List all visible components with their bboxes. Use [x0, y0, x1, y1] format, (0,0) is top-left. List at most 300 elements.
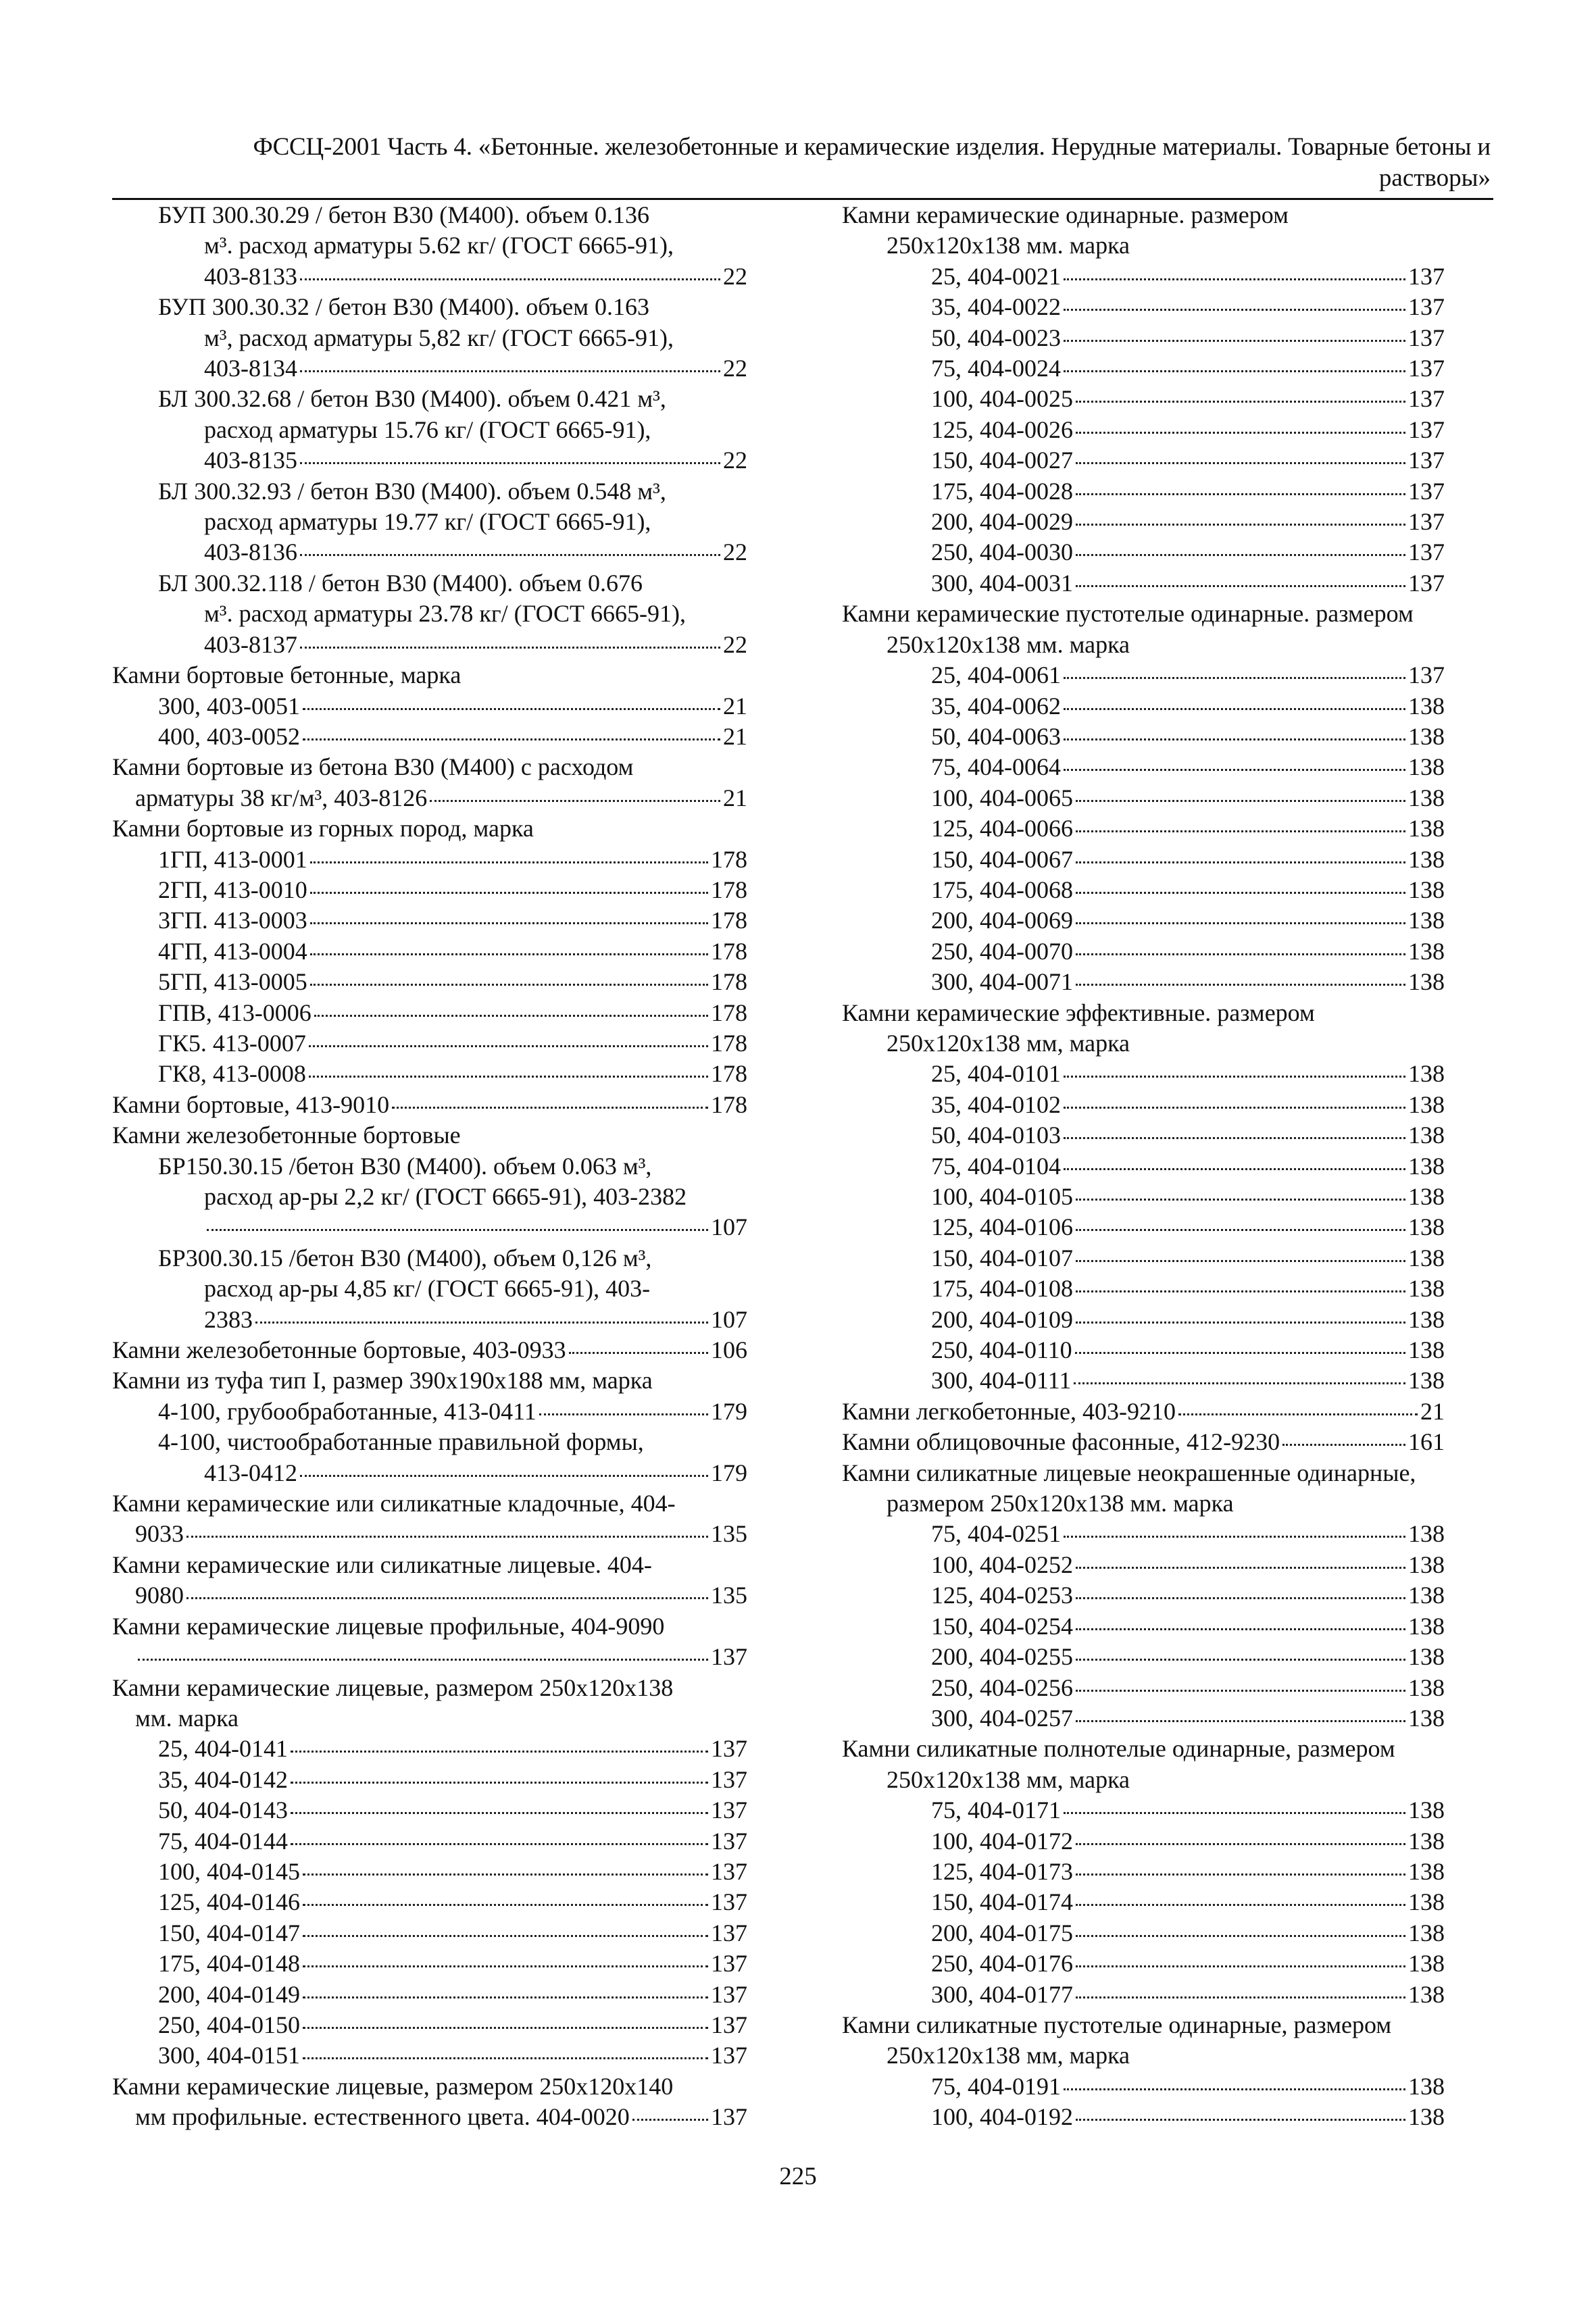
dot-leader [207, 1229, 708, 1231]
index-entry-text: Камни керамические или силикатные кладочные, 404- [112, 1490, 676, 1517]
index-entry-text: Камни керамические или силикатные лицевые. 404- [112, 1551, 652, 1578]
index-entry-text: Камни железобетонные бортовые, 403-0933 [112, 1336, 566, 1364]
index-entry-page: 138 [1408, 1520, 1445, 1548]
index-entry-page: 135 [711, 1582, 747, 1609]
running-header [112, 132, 1491, 194]
index-entry-page: 107 [711, 1213, 747, 1241]
dot-leader [1076, 401, 1405, 403]
index-entry [112, 1427, 747, 1457]
index-entry-page: 138 [1408, 937, 1445, 965]
index-entry-text: 75, 404-0104 [931, 1152, 1061, 1180]
index-entry-page: 138 [1408, 1122, 1445, 1149]
index-entry-page: 178 [711, 1060, 747, 1088]
index-entry [112, 1580, 747, 1611]
index-entry [842, 384, 1445, 414]
index-entry-page: 138 [1408, 1827, 1445, 1855]
index-entry-text: 100, 404-0105 [931, 1183, 1073, 1210]
index-entry-text: Камни бортовые из бетона В30 (М400) с расходом [112, 753, 634, 781]
index-entry-text: 100, 404-0172 [931, 1827, 1073, 1855]
index-entry [112, 230, 747, 261]
index-entry-page: 138 [1408, 1950, 1445, 1978]
index-entry [842, 752, 1445, 782]
index-entry [112, 261, 747, 292]
index-entry-page: 138 [1408, 1612, 1445, 1640]
dot-leader [186, 1597, 708, 1599]
dot-leader [309, 1076, 708, 1078]
index-entry [842, 1980, 1445, 2010]
dot-leader [1075, 1352, 1405, 1354]
index-entry [842, 2010, 1445, 2040]
index-entry [842, 1642, 1445, 1672]
index-entry [842, 292, 1445, 322]
index-entry-page: 137 [1408, 508, 1445, 536]
index-entry-text: 300, 404-0111 [931, 1367, 1072, 1394]
index-entry [842, 2071, 1445, 2102]
page-number: 225 [779, 2163, 817, 2190]
index-entry-text: 200, 404-0109 [931, 1305, 1073, 1333]
index-entry [112, 1458, 747, 1488]
index-entry-page: 138 [1408, 1704, 1445, 1732]
index-entry-page: 179 [711, 1459, 747, 1486]
dot-leader [303, 1935, 708, 1937]
index-entry-page: 137 [711, 2103, 747, 2131]
dot-leader [310, 892, 708, 894]
index-entry-page: 138 [1408, 1888, 1445, 1916]
dot-leader [1076, 830, 1405, 832]
dot-leader [1076, 1935, 1405, 1937]
dot-leader [314, 1015, 708, 1017]
index-entry-page: 178 [711, 907, 747, 934]
index-entry-page: 138 [1408, 907, 1445, 934]
dot-leader [186, 1536, 708, 1538]
index-entry-page: 21 [723, 692, 747, 720]
dot-leader [310, 861, 708, 863]
index-entry-text: 3ГП. 413-0003 [158, 907, 307, 934]
index-entry-text: 100, 404-0252 [931, 1551, 1073, 1578]
index-entry-text: 75, 404-0251 [931, 1520, 1061, 1548]
index-entry-text: 300, 403-0051 [158, 692, 300, 720]
index-entry [842, 660, 1445, 690]
index-entry-text: БЛ 300.32.68 / бетон В30 (М400). объем 0.421 м³, [158, 385, 666, 413]
index-entry-page: 137 [1408, 324, 1445, 351]
index-entry [112, 1550, 747, 1580]
index-entry [112, 599, 747, 629]
dot-leader [310, 984, 708, 986]
dot-leader [1064, 677, 1405, 679]
index-entry-text: ГК8, 413-0008 [158, 1060, 306, 1088]
index-entry-text: м³, расход арматуры 5,82 кг/ (ГОСТ 6665-91), [204, 324, 674, 351]
index-entry [112, 845, 747, 875]
index-entry-text: 50, 404-0103 [931, 1122, 1061, 1149]
index-entry [842, 200, 1445, 230]
index-entry [842, 1274, 1445, 1304]
index-entry-page: 21 [1420, 1397, 1445, 1425]
index-entry-text: Камни керамические пустотелые одинарные. размером [842, 600, 1414, 628]
index-entry-page: 137 [1408, 385, 1445, 413]
index-entry [112, 1918, 747, 1948]
index-entry [112, 1519, 747, 1549]
index-entry-text: 35, 404-0022 [931, 293, 1061, 321]
index-entry-page: 106 [711, 1336, 747, 1364]
index-entry-text: 75, 404-0144 [158, 1827, 288, 1855]
index-entry-page: 178 [711, 999, 747, 1026]
index-entry-text: 150, 404-0067 [931, 845, 1073, 873]
index-entry [112, 967, 747, 997]
dot-leader [303, 738, 720, 740]
index-entry-page: 137 [711, 1888, 747, 1916]
index-entry-text: 250, 404-0150 [158, 2011, 300, 2038]
index-entry-page: 138 [1408, 692, 1445, 720]
index-entry-text: 250, 404-0256 [931, 1674, 1073, 1701]
dot-leader [303, 1904, 708, 1906]
index-entry-page: 138 [1408, 1152, 1445, 1180]
index-entry-text: 35, 404-0062 [931, 692, 1061, 720]
index-entry-text: 250, 404-0070 [931, 937, 1073, 965]
index-entry-page: 21 [723, 722, 747, 750]
index-entry-text: 150, 404-0254 [931, 1612, 1073, 1640]
index-entry [842, 1519, 1445, 1549]
index-entry [842, 1580, 1445, 1611]
index-entry-page: 137 [711, 1857, 747, 1885]
dot-leader [300, 554, 720, 556]
index-entry [112, 292, 747, 322]
index-entry [842, 967, 1445, 997]
index-entry [842, 1734, 1445, 1764]
index-entry [112, 1365, 747, 1396]
index-entry-page: 137 [711, 1796, 747, 1824]
index-entry-text: Камни облицовочные фасонные, 412-9230 [842, 1428, 1280, 1456]
index-entry-text: 250x120x138 мм. марка [887, 232, 1130, 259]
index-entry [112, 415, 747, 445]
index-entry [842, 1857, 1445, 1887]
index-entry [842, 261, 1445, 292]
index-entry-page: 178 [711, 937, 747, 965]
index-entry-text: 300, 404-0151 [158, 2042, 300, 2069]
dot-leader [1076, 922, 1405, 924]
index-entry [842, 537, 1445, 568]
index-entry-text: 413-0412 [204, 1459, 297, 1486]
header-title-line1: ФССЦ-2001 Часть 4. «Бетонные. железобетонные и керамические изделия. Нерудные материалы. Товарные бетоны и [253, 133, 1491, 161]
index-entry-page: 137 [1408, 569, 1445, 597]
index-entry [112, 875, 747, 905]
index-entry-page: 135 [711, 1520, 747, 1548]
dot-leader [1178, 1413, 1418, 1415]
index-entry-page: 178 [711, 876, 747, 903]
dot-leader [1076, 554, 1405, 556]
index-entry [842, 568, 1445, 599]
index-entry-text: БУП 300.30.29 / бетон В30 (М400). объем 0.136 [158, 201, 650, 228]
index-entry-text: 200, 404-0029 [931, 508, 1073, 536]
index-entry-text: 100, 404-0065 [931, 784, 1073, 811]
index-entry [112, 1335, 747, 1365]
index-entry [112, 1734, 747, 1764]
header-title-line2: растворы» [1378, 164, 1491, 192]
dot-leader [303, 708, 720, 710]
index-entry-page: 138 [1408, 815, 1445, 842]
dot-leader [1064, 2088, 1405, 2090]
index-entry [112, 1274, 747, 1304]
index-entry-page: 138 [1408, 1643, 1445, 1671]
dot-leader [303, 2057, 708, 2059]
index-entry-text: БУП 300.30.32 / бетон В30 (М400). объем 0.163 [158, 293, 650, 321]
index-entry-text: 200, 404-0175 [931, 1919, 1073, 1946]
index-entry [112, 323, 747, 353]
index-entry [112, 1611, 747, 1642]
index-entry [112, 813, 747, 844]
dot-leader [1076, 1260, 1405, 1262]
index-entry [112, 1826, 747, 1857]
index-entry [112, 1765, 747, 1795]
dot-leader [1076, 1567, 1405, 1569]
index-entry-text: 25, 404-0101 [931, 1060, 1061, 1088]
dot-leader [303, 1965, 708, 1967]
index-entry-text: 25, 404-0061 [931, 661, 1061, 689]
dot-leader [300, 278, 720, 280]
index-entry [842, 230, 1445, 261]
dot-leader [1076, 2119, 1405, 2121]
dot-leader [1064, 1812, 1405, 1814]
dot-leader [632, 2119, 708, 2121]
index-entry [112, 1305, 747, 1335]
index-entry-text: 175, 404-0108 [931, 1275, 1073, 1303]
dot-leader [1076, 892, 1405, 894]
dot-leader [1076, 1996, 1405, 1998]
index-entry [112, 2071, 747, 2102]
index-entry-page: 178 [711, 845, 747, 873]
index-entry-text: 35, 404-0142 [158, 1765, 288, 1793]
index-entry-page: 179 [711, 1397, 747, 1425]
index-entry-page: 138 [1408, 1796, 1445, 1824]
index-entry-page: 137 [711, 1735, 747, 1763]
index-entry-page: 138 [1408, 845, 1445, 873]
index-entry-text: мм. марка [135, 1704, 239, 1732]
index-entry [842, 1826, 1445, 1857]
index-entry-page: 138 [1408, 1305, 1445, 1333]
index-entry-text: Камни керамические одинарные. размером [842, 201, 1289, 228]
index-entry [842, 1488, 1445, 1519]
dot-leader [569, 1352, 708, 1354]
index-entry-page: 22 [723, 447, 747, 474]
index-entry-text: Камни бортовые, 413-9010 [112, 1090, 390, 1118]
dot-leader [300, 1475, 708, 1477]
dot-leader [1076, 1843, 1405, 1845]
index-entry [842, 1365, 1445, 1396]
index-entry [112, 1887, 747, 1917]
index-entry-page: 138 [1408, 1336, 1445, 1364]
index-column-right [842, 200, 1445, 2133]
index-entry-page: 137 [1408, 416, 1445, 443]
index-entry-text: 75, 404-0024 [931, 355, 1061, 382]
index-entry-text: Камни бортовые бетонные, марка [112, 661, 462, 689]
index-entry-page: 22 [723, 262, 747, 290]
index-entry-page: 22 [723, 630, 747, 658]
index-entry [112, 1642, 747, 1672]
index-entry [842, 1090, 1445, 1120]
index-entry-page: 137 [711, 2042, 747, 2069]
dot-leader [310, 922, 708, 924]
dot-leader [1076, 462, 1405, 464]
index-entry-text: 125, 404-0146 [158, 1888, 300, 1916]
dot-leader [1064, 278, 1405, 280]
index-entry [842, 353, 1445, 384]
index-entry [842, 1795, 1445, 1826]
index-entry-text: 125, 404-0106 [931, 1213, 1073, 1241]
index-entry [112, 1151, 747, 1182]
dot-leader [1076, 953, 1405, 955]
index-entry-page: 138 [1408, 1551, 1445, 1578]
index-entry-text: 250x120x138 мм. марка [887, 630, 1130, 658]
index-entry [112, 353, 747, 384]
index-entry-text: Камни керамические лицевые, размером 250x120x138 [112, 1674, 674, 1701]
dot-leader [303, 1996, 708, 1998]
index-entry-text: 75, 404-0191 [931, 2072, 1061, 2100]
dot-leader [1064, 1536, 1405, 1538]
index-entry-text: Камни керамические лицевые профильные, 404-9090 [112, 1612, 665, 1640]
index-entry [842, 1887, 1445, 1917]
index-entry [842, 1397, 1445, 1427]
index-entry-text: расход арматуры 19.77 кг/ (ГОСТ 6665-91), [204, 508, 651, 536]
dot-leader [539, 1413, 708, 1415]
index-entry-text: 125, 404-0066 [931, 815, 1073, 842]
index-entry-page: 138 [1408, 1244, 1445, 1272]
index-entry [842, 936, 1445, 967]
index-column-left [112, 200, 747, 2133]
index-entry-text: Камни керамические эффективные. размером [842, 999, 1315, 1026]
dot-leader [291, 1782, 708, 1784]
index-entry [112, 568, 747, 599]
index-entry-text: 250x120x138 мм, марка [887, 2042, 1130, 2069]
index-entry [112, 2010, 747, 2040]
index-entry-text: 403-8133 [204, 262, 297, 290]
index-entry-page: 138 [1408, 1674, 1445, 1701]
index-entry [842, 630, 1445, 660]
index-entry-text: 200, 404-0149 [158, 1980, 300, 2008]
index-entry [842, 1703, 1445, 1734]
index-entry-page: 22 [723, 538, 747, 566]
index-entry-text: 35, 404-0102 [931, 1090, 1061, 1118]
dot-leader [1076, 432, 1405, 434]
index-entry-text: 200, 404-0255 [931, 1643, 1073, 1671]
dot-leader [1076, 1873, 1405, 1876]
dot-leader [310, 953, 708, 955]
index-entry [112, 691, 747, 722]
index-entry-text: Камни легкобетонные, 403-9210 [842, 1397, 1176, 1425]
index-entry-text: 250, 404-0176 [931, 1950, 1073, 1978]
index-entry-text: 5ГП, 413-0005 [158, 968, 307, 996]
index-entry [842, 875, 1445, 905]
index-entry [842, 905, 1445, 936]
index-entry-page: 138 [1408, 968, 1445, 996]
index-entry-text: 4-100, чистообработанные правильной формы, [158, 1428, 644, 1456]
dot-leader [1076, 524, 1405, 526]
dot-leader [1076, 1322, 1405, 1324]
index-entry-page: 137 [1408, 538, 1445, 566]
index-entry [112, 1212, 747, 1242]
index-entry [842, 1673, 1445, 1703]
index-entry-text: 50, 404-0143 [158, 1796, 288, 1824]
index-entry-text: 9080 [135, 1582, 184, 1609]
dot-leader [138, 1659, 708, 1661]
index-entry [112, 1795, 747, 1826]
index-entry-page: 137 [1408, 262, 1445, 290]
index-entry [112, 630, 747, 660]
index-entry-text: Камни силикатные пустотелые одинарные, размером [842, 2011, 1392, 2038]
dot-leader [1064, 769, 1405, 771]
index-entry [112, 537, 747, 568]
index-entry [112, 722, 747, 752]
index-entry [112, 1857, 747, 1887]
index-entry-page: 137 [711, 1827, 747, 1855]
index-entry-text: Камни силикатные полнотелые одинарные, размером [842, 1735, 1395, 1763]
dot-leader [1076, 1659, 1405, 1661]
index-entry [842, 2102, 1445, 2132]
index-entry-text: ГК5. 413-0007 [158, 1029, 306, 1057]
dot-leader [1064, 370, 1405, 372]
index-entry-text: БР300.30.15 /бетон В30 (М400), объем 0,126 м³, [158, 1244, 652, 1272]
index-entry-text: Камни из туфа тип I, размер 390x190x188 мм, марка [112, 1367, 653, 1394]
index-entry [112, 1397, 747, 1427]
index-entry [112, 507, 747, 537]
index-entry-text: 75, 404-0171 [931, 1796, 1061, 1824]
index-entry-text: 250, 404-0030 [931, 538, 1073, 566]
dot-leader [1064, 1168, 1405, 1170]
index-entry-text: 4ГП, 413-0004 [158, 937, 307, 965]
index-entry-text: м³. расход арматуры 5.62 кг/ (ГОСТ 6665-91), [204, 232, 674, 259]
index-entry [842, 783, 1445, 813]
dot-leader [1076, 1720, 1405, 1722]
dot-leader [1076, 493, 1405, 495]
index-entry-page: 137 [711, 1919, 747, 1946]
index-entry-page: 138 [1408, 1857, 1445, 1885]
index-entry-text: 300, 404-0031 [931, 569, 1073, 597]
dot-leader [1076, 1229, 1405, 1231]
index-entry [112, 445, 747, 476]
dot-leader [1076, 1904, 1405, 1906]
dot-leader [291, 1812, 708, 1814]
index-entry-page: 138 [1408, 1980, 1445, 2008]
dot-leader [303, 1873, 708, 1876]
index-entry-text: 403-8136 [204, 538, 297, 566]
index-entry [112, 752, 747, 782]
dot-leader [309, 1045, 708, 1047]
index-entry-text: мм профильные. естественного цвета. 404-0020 [135, 2103, 630, 2131]
index-entry-text: Камни бортовые из горных пород, марка [112, 815, 534, 842]
index-entry-text: 403-8137 [204, 630, 297, 658]
dot-leader [392, 1107, 708, 1109]
index-entry-text: 250x120x138 мм, марка [887, 1765, 1130, 1793]
index-entry-text: 403-8134 [204, 355, 297, 382]
index-entry [842, 1765, 1445, 1795]
index-entry-text: 175, 404-0148 [158, 1950, 300, 1978]
index-entry-page: 138 [1408, 1582, 1445, 1609]
index-entry-text: 2ГП, 413-0010 [158, 876, 307, 903]
dot-leader [255, 1322, 708, 1324]
index-entry [842, 1427, 1445, 1457]
index-entry-text: 150, 404-0107 [931, 1244, 1073, 1272]
index-entry-page: 161 [1408, 1428, 1445, 1456]
index-entry [112, 1028, 747, 1059]
index-entry [112, 1488, 747, 1519]
index-entry-page: 138 [1408, 2072, 1445, 2100]
index-entry [112, 1980, 747, 2010]
index-entry-text: БР150.30.15 /бетон В30 (М400). объем 0.063 м³, [158, 1152, 652, 1180]
index-entry-text: ГПВ, 413-0006 [158, 999, 311, 1026]
index-entry [842, 1305, 1445, 1335]
dot-leader [291, 1751, 708, 1753]
index-entry-page: 137 [711, 2011, 747, 2038]
index-entry [112, 1182, 747, 1212]
index-entry-text: БЛ 300.32.93 / бетон В30 (М400). объем 0.548 м³, [158, 477, 666, 505]
